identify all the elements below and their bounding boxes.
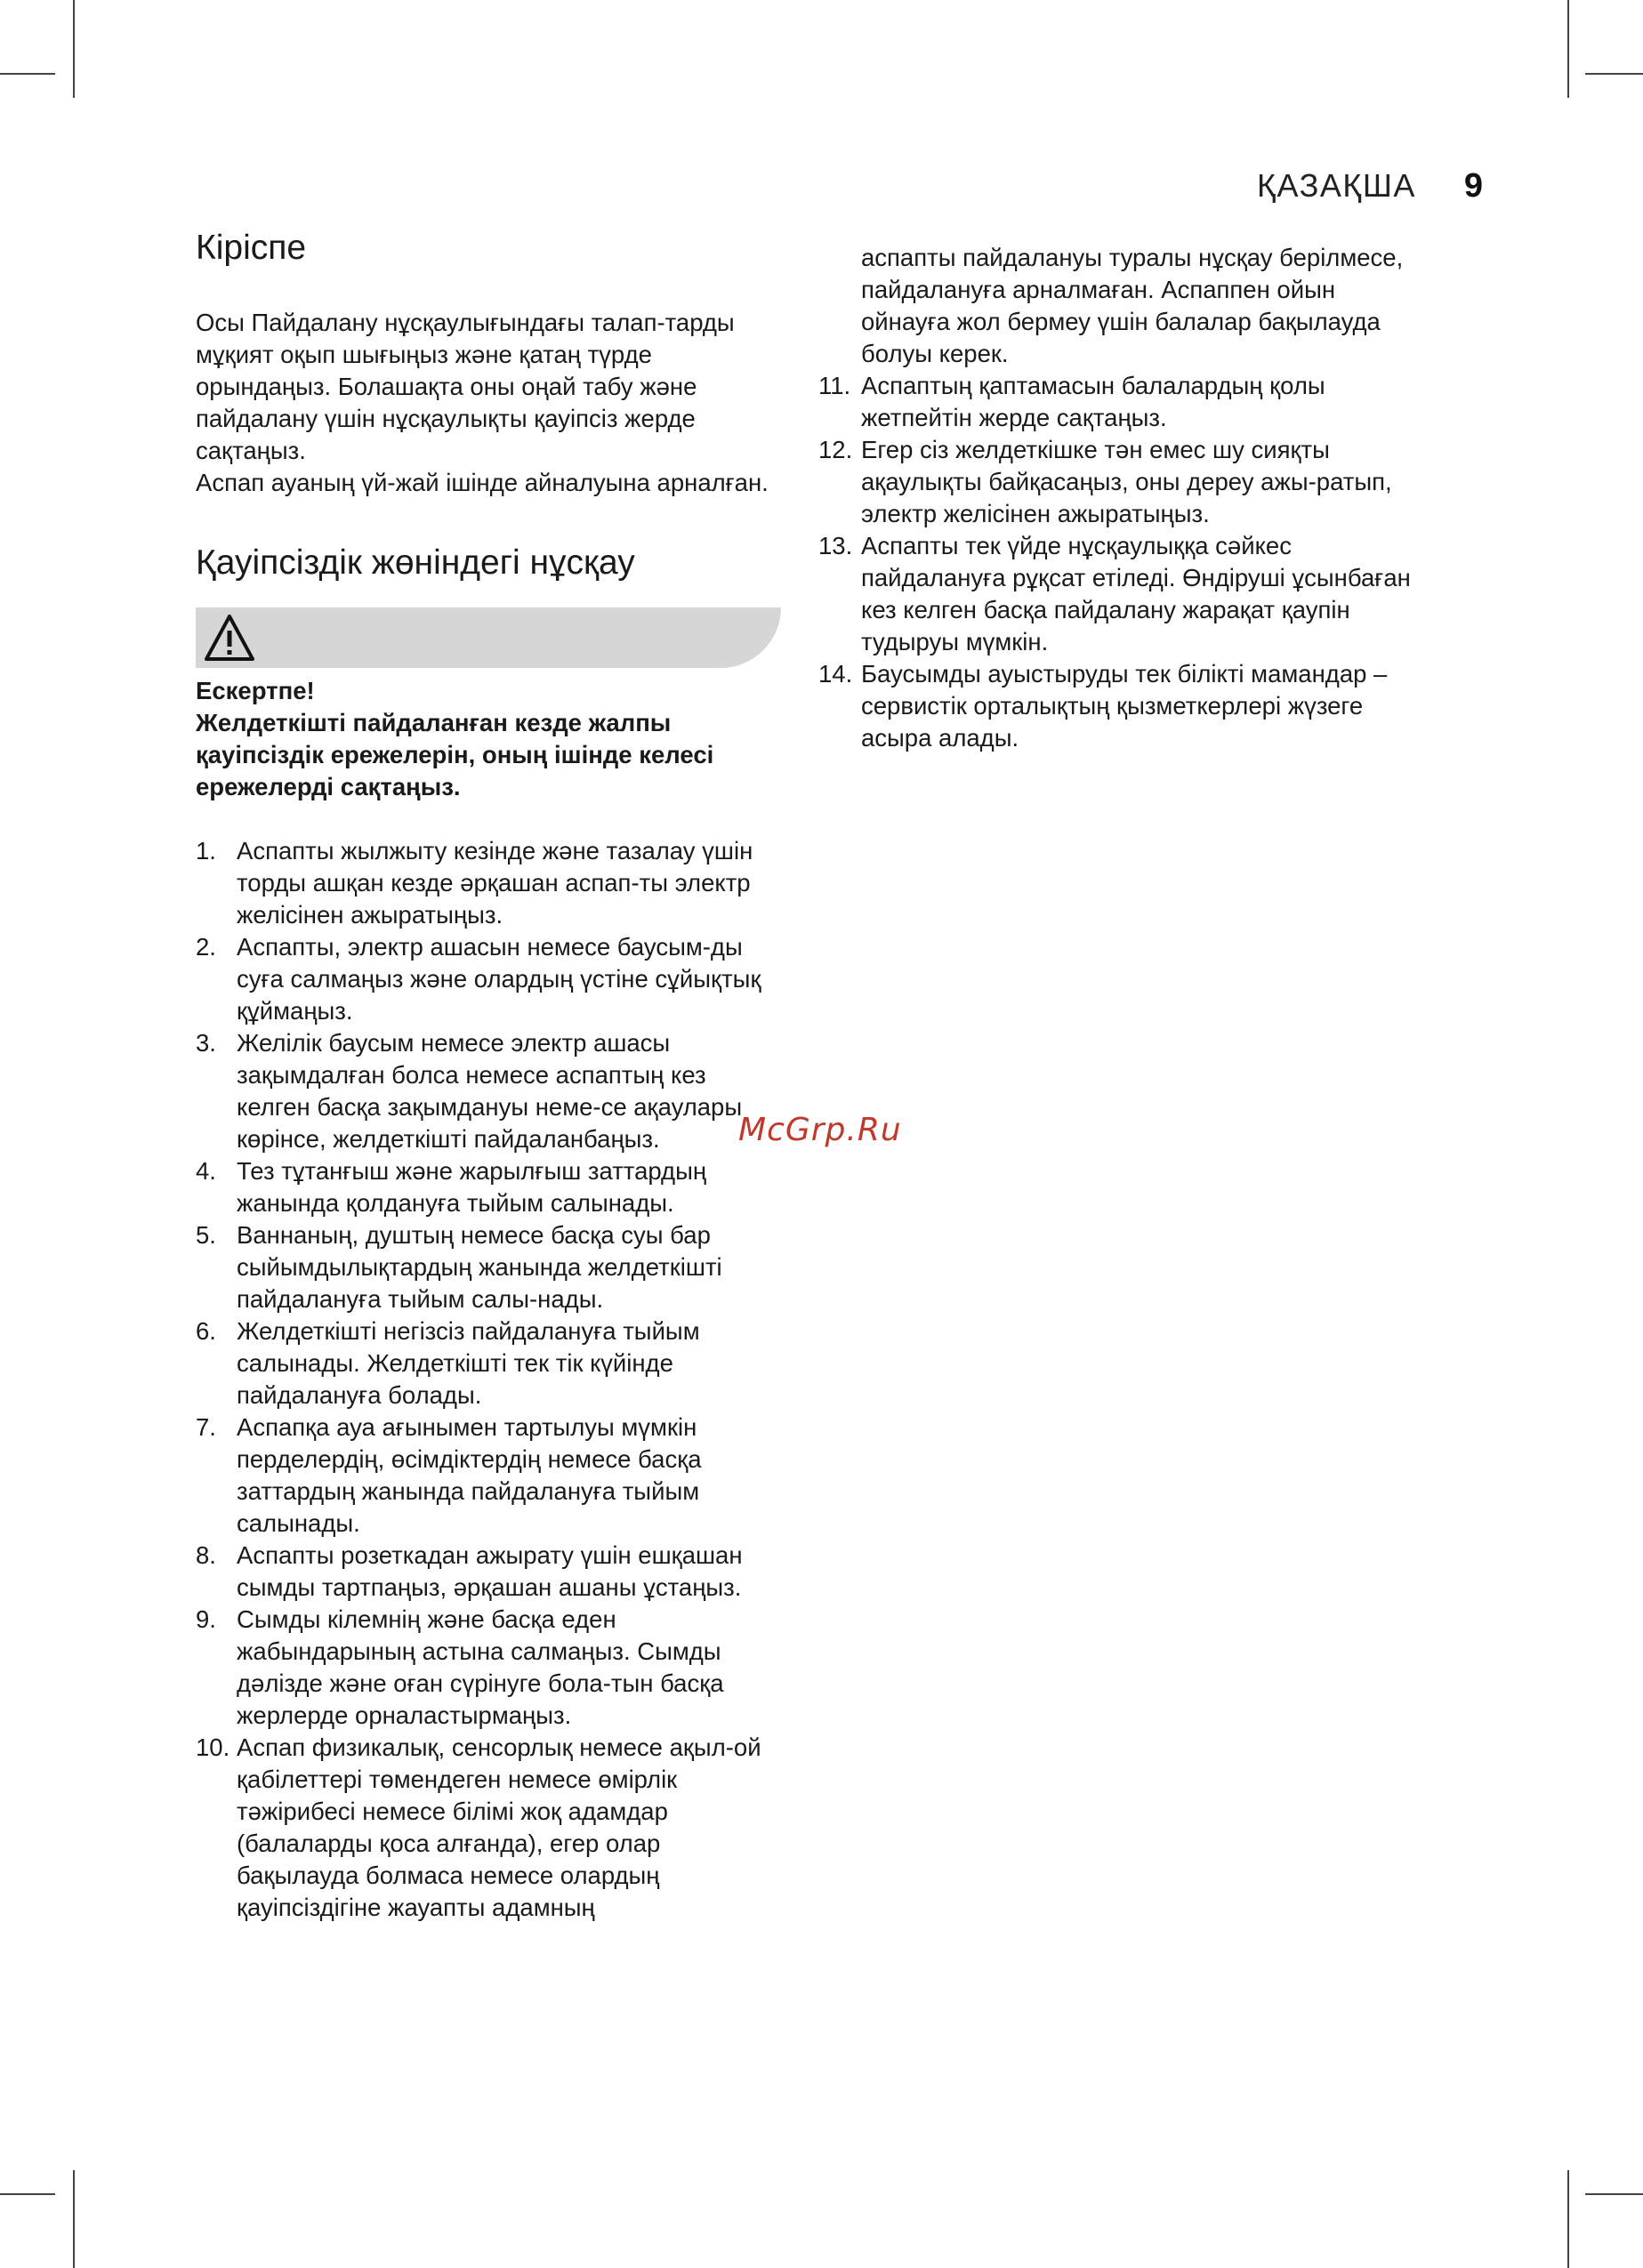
list-text: Желілік баусым немесе электр ашасы зақымдалған болса немесе аспаптың кез келген басқа зақымдануы неме-се ақаулары көрінсе, желдеткішті пайдаланбаңыз. <box>237 1029 743 1153</box>
list-number: 6. <box>196 1317 216 1345</box>
crop-mark <box>0 73 55 75</box>
list-number: 3. <box>196 1029 216 1057</box>
list-text: Тез тұтанғыш және жарылғыш заттардың жанында қолдануға тыйым салынады. <box>237 1157 707 1217</box>
intro-paragraph: Осы Пайдалану нұсқаулығындағы талап-тарды мұқият оқып шығыңыз және қатаң түрде орындаңыз. Болашақта оны оңай табу және пайдалану үшін нұсқаулықты қауіпсіз жерде сақтаңыз. <box>196 309 735 464</box>
safety-heading: Қауіпсіздік жөніндегі нұсқау <box>196 543 635 582</box>
list-item <box>818 658 1423 754</box>
page-header <box>1257 167 1483 205</box>
list-item-continuation: аспапты пайдалануы туралы нұсқау берілмесе, пайдалануға арналмаған. Аспаппен ойын ойнауға жол бермеу үшін балалар бақылауда болуы керек. <box>861 244 1404 367</box>
intro-paragraph-purpose: Аспап ауаның үй-жай ішінде айналуына арналған. <box>196 469 769 496</box>
list-item <box>196 835 783 931</box>
list-item <box>818 434 1423 530</box>
list-item <box>196 1540 783 1604</box>
page-number: 9 <box>1463 167 1483 205</box>
list-text: Егер сіз желдеткішке тән емес шу сияқты ақаулықты байқасаңыз, оны дереу ажы-ратып, электр желісінен ажыратыңыз. <box>861 436 1392 527</box>
list-item <box>196 1027 783 1155</box>
list-text: Аспапты жылжыту кезінде және тазалау үшін торды ашқан кезде әрқашан аспап-ты электр желісінен ажыратыңыз. <box>237 837 753 929</box>
crop-mark <box>1567 2170 1569 2268</box>
list-text: Аспапқа ауа ағынымен тартылуы мүмкін перделердің, өсімдіктердің немесе басқа заттардың жанында пайдалануға тыйым салынады. <box>237 1413 702 1537</box>
crop-mark <box>1567 0 1569 98</box>
safety-rules-list-continued <box>818 370 1423 754</box>
list-text: Аспаптың қаптамасын балалардың қолы жетпейтін жерде сақтаңыз. <box>861 372 1325 431</box>
list-item <box>196 1604 783 1732</box>
crop-mark <box>1585 73 1643 75</box>
list-text: Аспапты, электр ашасын немесе баусым-ды суға салмаңыз және олардың үстіне сұйықтық құймаңыз. <box>237 933 761 1025</box>
list-number: 7. <box>196 1413 216 1441</box>
list-text: Сымды кілемнің және басқа еден жабындарының астына салмаңыз. Сымды дәлізде және оған сүрінуге бола-тын басқа жерлерде орналастырмаңыз. <box>237 1605 724 1729</box>
list-number: 8. <box>196 1541 216 1569</box>
list-text: Аспапты розеткадан ажырату үшін ешқашан сымды тартпаңыз, әрқашан ашаны ұстаңыз. <box>237 1541 743 1601</box>
list-number: 9. <box>196 1605 216 1633</box>
list-number: 13. <box>818 532 853 559</box>
list-number: 5. <box>196 1221 216 1249</box>
crop-mark <box>73 0 75 98</box>
left-column <box>196 227 783 1924</box>
list-text: Аспап физикалық, сенсорлық немесе ақыл-ой қабілеттері төмендеген немесе өмірлік тәжірибесі немесе білімі жоқ адамдар (балаларды қоса алғанда), егер олар бақылауда болмаса немесе олардың қауіпсіздігіне жауапты адамның <box>237 1733 761 1921</box>
list-number: 12. <box>818 436 853 463</box>
list-number: 4. <box>196 1157 216 1185</box>
list-number: 2. <box>196 933 216 961</box>
list-text: Аспапты тек үйде нұсқаулыққа сәйкес пайдалануға рұқсат етіледі. Өндіруші ұсынбаған кез келген басқа пайдалану жарақат қаупін тудыруы мүмкін. <box>861 532 1411 655</box>
list-item <box>196 1732 783 1924</box>
list-number: 1. <box>196 837 216 865</box>
list-number: 11. <box>818 372 851 399</box>
watermark: McGrp.Ru <box>738 1112 902 1148</box>
list-number: 14. <box>818 660 853 688</box>
right-column <box>818 242 1423 754</box>
list-item <box>196 1155 783 1219</box>
list-item <box>196 1315 783 1411</box>
warning-banner <box>196 607 781 668</box>
list-item <box>196 1411 783 1540</box>
list-number: 10. <box>196 1733 230 1761</box>
list-text: Баусымды ауыстыруды тек білікті мамандар – сервистік орталықтың қызметкерлері жүзеге асыра алады. <box>861 660 1388 752</box>
language-label: ҚАЗАҚША <box>1257 167 1416 204</box>
warning-triangle-icon <box>203 613 256 663</box>
crop-mark <box>73 2170 75 2268</box>
list-item <box>196 1219 783 1315</box>
list-text: Желдеткішті негізсіз пайдалануға тыйым салынады. Желдеткішті тек тік күйінде пайдалануға болады. <box>237 1317 700 1409</box>
warning-title: Ескертпе! <box>196 677 315 704</box>
list-item <box>196 931 783 1027</box>
list-item <box>818 530 1423 658</box>
list-text: Ваннаның, душтың немесе басқа суы бар сыйымдылықтардың жанында желдеткішті пайдалануға тыйым салы-нады. <box>237 1221 722 1313</box>
crop-mark <box>0 2193 55 2195</box>
crop-mark <box>1585 2193 1643 2195</box>
warning-text: Желдеткішті пайдаланған кезде жалпы қауіпсіздік ережелерін, оның ішінде келесі ережелерді сақтаңыз. <box>196 709 714 800</box>
list-item <box>818 370 1423 434</box>
safety-rules-list <box>196 835 783 1924</box>
intro-heading: Кіріспе <box>196 229 307 267</box>
